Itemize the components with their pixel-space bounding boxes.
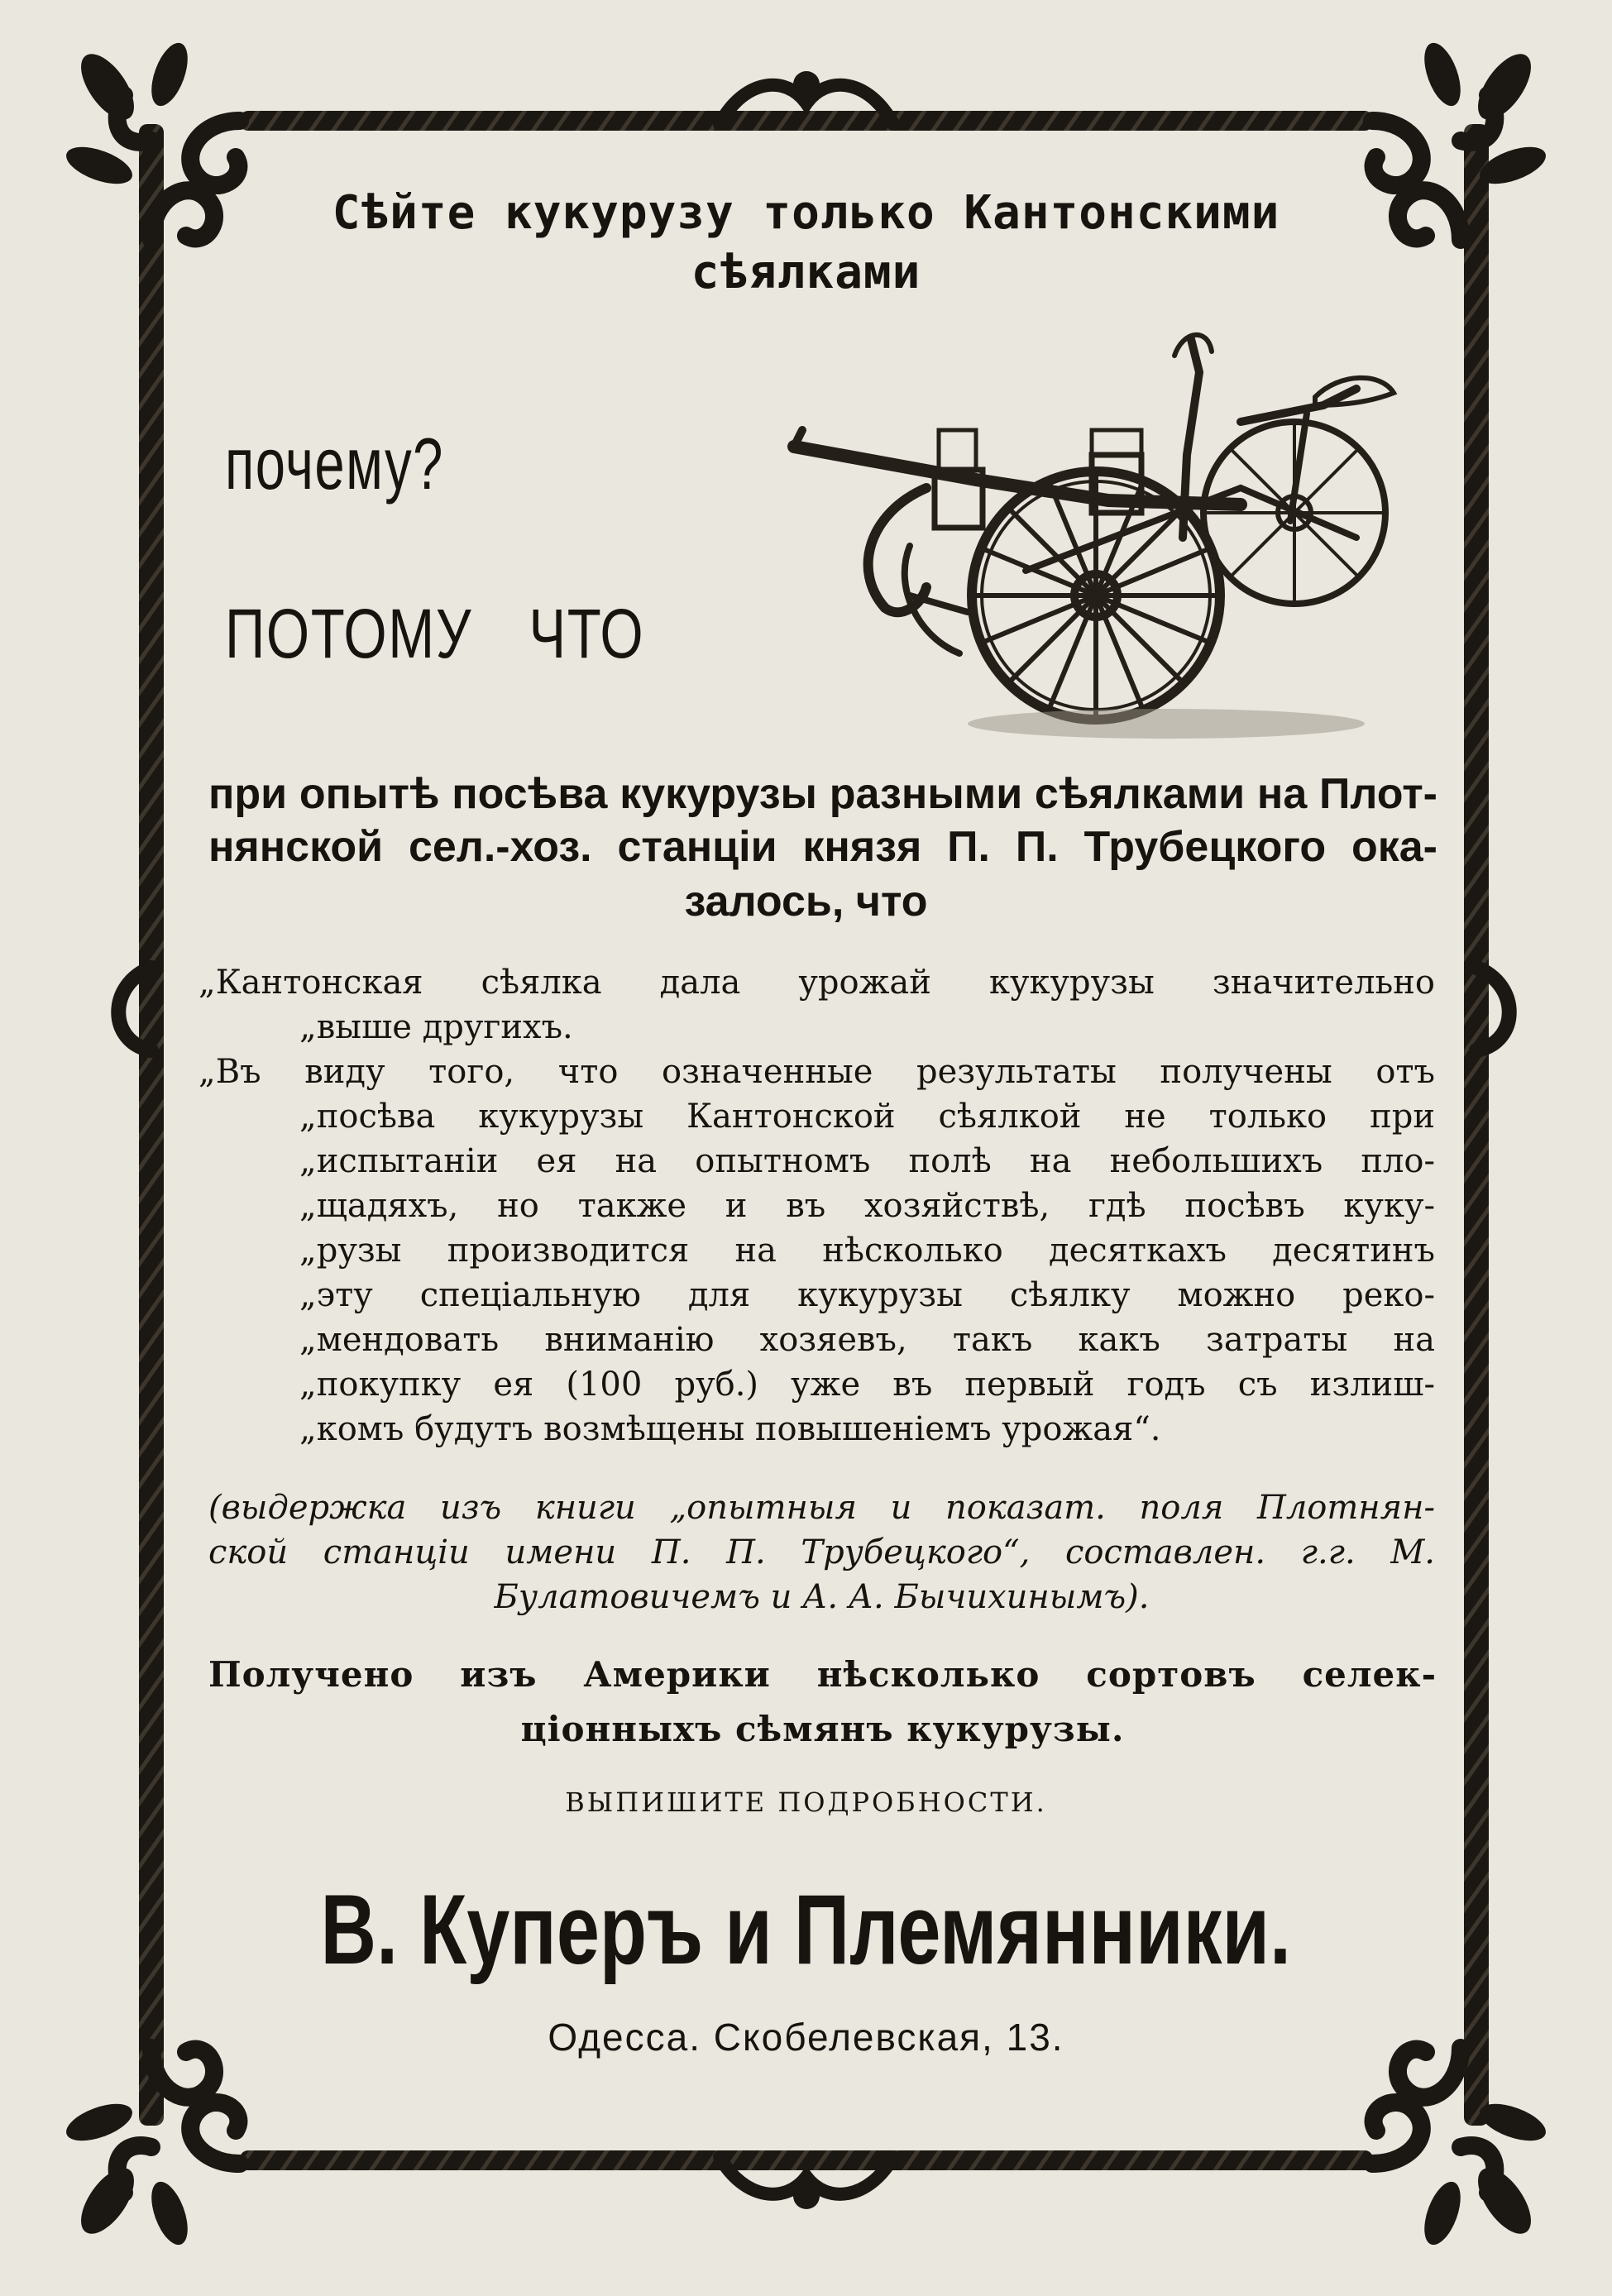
- quote-line: „выше другихъ.: [299, 1008, 573, 1046]
- quote-line: „мендовать вниманію хозяевъ, такъ какъ затраты на: [299, 1321, 1435, 1359]
- quote-line: „комъ будутъ возмѣщены повышеніемъ урожая“.: [299, 1410, 1161, 1448]
- quote-line: „эту спеціальную для кукурузы сѣялку можно реко-: [299, 1276, 1435, 1314]
- quote-line: „рузы производится на нѣсколько десяткахъ десятинъ: [299, 1232, 1435, 1270]
- citation-line: ской станціи имени П. П. Трубецкого“, составлен. г.г. М.: [208, 1533, 1435, 1571]
- intro-line: при опытѣ посѣва кукурузы разными сѣялками на Плот-: [208, 770, 1437, 818]
- quote-line: „щадяхъ, но также и въ хозяйствѣ, гдѣ посѣвъ куку-: [299, 1187, 1435, 1225]
- question-text: почему?: [225, 423, 444, 505]
- intro-line: нянской сел.-хоз. станціи князя П. П. Трубецкого ока-: [208, 823, 1437, 871]
- headline: [0, 184, 1612, 303]
- firm-name-text: В. Куперъ и Племянники.: [320, 1874, 1292, 1985]
- headline-line2: сѣялками: [691, 246, 921, 299]
- quote-line: „Въ виду того, что означенные результаты получены отъ: [199, 1053, 1435, 1091]
- citation-line: (выдержка изъ книги „опытныя и показат. поля Плотнян-: [208, 1489, 1435, 1527]
- headline-line1: Сѣйте кукурузу только Кантонскими: [332, 186, 1280, 240]
- quote-line: „покупку ея (100 руб.) уже въ первый годъ съ излиш-: [299, 1366, 1435, 1404]
- quote-line: „посѣва кукурузы Кантонской сѣялкой не только при: [299, 1098, 1435, 1136]
- citation: [208, 1485, 1435, 1619]
- answer-text: ПОТОМУ ЧТО: [225, 595, 645, 672]
- intro-line: залось, что: [684, 878, 928, 926]
- received-line: Получено изъ Америки нѣсколько сортовъ селек-: [208, 1654, 1437, 1695]
- details-request: ВЫПИШИТЕ ПОДРОБНОСТИ.: [565, 1787, 1047, 1818]
- citation-line: Булатовичемъ и А. А. Бычихинымъ).: [494, 1578, 1150, 1616]
- received-notice: [208, 1648, 1437, 1757]
- firm-name: [0, 1876, 1612, 1983]
- corn-seeder-illustration: [777, 323, 1423, 753]
- testimonial-quote: [199, 963, 1435, 1454]
- quote-line: „испытаніи ея на опытномъ полѣ на небольшихъ пло-: [299, 1142, 1435, 1180]
- firm-address: Одесса. Скобелевская, 13.: [548, 2016, 1064, 2059]
- quote-line: „Кантонская сѣялка дала урожай кукурузы значительно: [199, 964, 1435, 1002]
- received-line: ціонныхъ сѣмянъ кукурузы.: [520, 1709, 1125, 1749]
